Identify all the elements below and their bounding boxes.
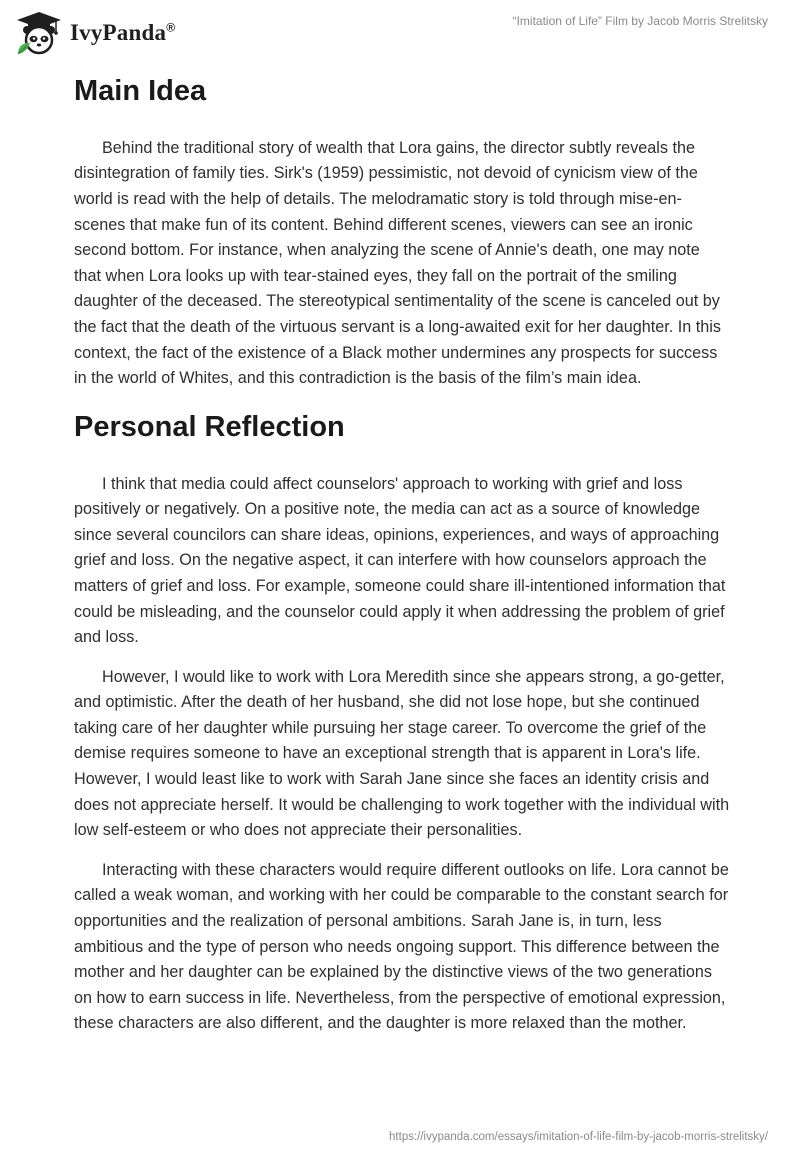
reflection-paragraph-1: I think that media could affect counselors' approach to working with grief and loss positively or negatively. On a positive note, the media can act as a source of knowledge since several councilors can share ideas, opinions, experiences, and ways of approaching grief and loss. On the negative aspect, it can interfere with how counselors approach the matters of grief and loss. For example, someone could share ill-intentioned information that could be misleading, and the counselor could apply it when addressing the problem of grief and loss.: [74, 474, 726, 647]
reflection-paragraph-3: Interacting with these characters would require different outlooks on life. Lora cannot be called a weak woman, and working with her could be comparable to the constant search for opportunities and the realization of personal ambitions. Sarah Jane is, in turn, less ambitious and the type of person who needs ongoing support. This difference between the mother and her daughter can be explained by the distinctive views of the two generations on how to earn success in life. Nevertheless, from the perspective of emotional expression, these characters are also different, and the daughter is more relaxed than the mother.: [74, 860, 729, 1033]
brand-name: IvyPanda®: [70, 20, 176, 45]
section-heading-personal-reflection: Personal Reflection: [74, 410, 345, 443]
page-header: [0, 0, 800, 64]
main-idea-paragraph: Behind the traditional story of wealth that Lora gains, the director subtly reveals the disintegration of family ties. Sirk's (1959) pessimistic, not devoid of cynicism view of the world is read with the help of details. The melodramatic story is told through mise-en-scenes that make fun of its content. Behind different scenes, viewers can see an ironic second bottom. For instance, when analyzing the scene of Annie's death, one may note that when Lora looks up with tear-stained eyes, they fall on the portrait of the smiling daughter of the deceased. The stereotypical sentimentality of the scene is canceled out by the fact that the death of the virtuous servant is a long-awaited exit for her daughter. In this context, the fact of the existence of a Black mother undermines any prospects for success in the world of Whites, and this contradiction is the basis of the film’s main idea.: [74, 138, 721, 388]
panda-graduate-icon: [14, 10, 64, 56]
reflection-paragraph-2: However, I would like to work with Lora Meredith since she appears strong, a go-getter, and optimistic. After the death of her husband, she did not lose hope, but she continued taking care of her daughter while pursuing her stage career. To overcome the grief of the demise requires someone to have an exceptional strength that is apparent in Lora's life. However, I would least like to work with Sarah Jane since she faces an identity crisis and does not appreciate herself. It would be challenging to work together with the individual with low self-esteem or who does not appreciate their personalities.: [74, 667, 730, 840]
registered-mark: ®: [166, 20, 176, 35]
document-title: “Imitation of Life” Film by Jacob Morris Strelitsky: [512, 14, 768, 28]
section-heading-main-idea: Main Idea: [74, 75, 207, 107]
source-url[interactable]: https://ivypanda.com/essays/imitation-of-life-film-by-jacob-morris-strelitsky/: [389, 1131, 768, 1143]
ivypanda-logo[interactable]: [14, 8, 214, 58]
essay-content: [74, 66, 730, 1051]
